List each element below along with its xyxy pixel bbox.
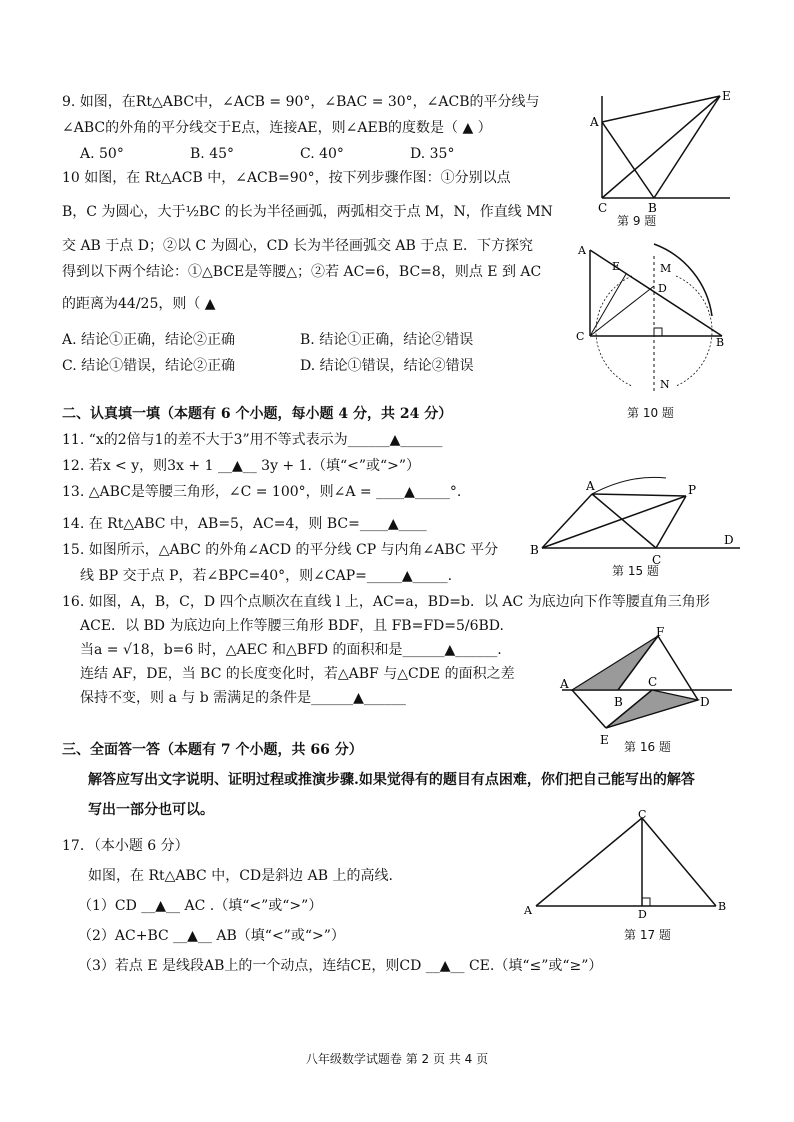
fig16-caption: 第 16 题 [624, 740, 671, 754]
fig16-label-a: A [560, 677, 569, 691]
q15-line2: 线 BP 交于点 P，若∠BPC=40°，则∠CAP=_____▲_____. [80, 568, 453, 584]
q17-part2: （2）AC+BC __▲__ AB（填“<”或“>”） [78, 928, 345, 944]
q14: 14. 在 Rt△ABC 中，AB=5，AC=4，则 BC=____▲____ [62, 516, 427, 532]
q9-option-c: C. 40° [300, 146, 344, 162]
q10-option-a: A. 结论①正确，结论②正确 [62, 332, 236, 348]
figure-10 [572, 236, 742, 406]
fig15-label-p: P [688, 483, 697, 497]
fig17-label-a: A [524, 904, 532, 917]
fig17-label-d: D [638, 908, 647, 920]
q17-part1: （1）CD __▲__ AC .（填“<”或“>”） [78, 898, 323, 914]
fig10-caption: 第 10 题 [627, 406, 674, 420]
fig16-label-b: B [614, 695, 623, 709]
page-footer: 八年级数学试题卷 第 2 页 共 4 页 [305, 1052, 489, 1066]
fig9-label-b: B [648, 201, 657, 215]
fig16-label-f: F [656, 626, 665, 639]
q16-line5: 保持不变，则 a 与 b 需满足的条件是______▲______ [80, 690, 406, 706]
fig17-label-b: B [718, 900, 727, 913]
q11: 11. “x的2倍与1的差不大于3”用不等式表示为______▲______ [62, 432, 443, 448]
fig16-label-d: D [700, 695, 710, 709]
fig16-label-e: E [600, 733, 609, 746]
q9-line1: 9. 如图，在Rt△ABC中，∠ACB = 90°，∠BAC = 30°，∠ACB的平分线与 [62, 94, 540, 110]
q16-line4: 连结 AF，DE，当 BC 的长度变化时，若△ABF 与△CDE 的面积之差 [80, 666, 515, 682]
q10-line2: B，C 为圆心，大于½BC 的长为半径画弧，两弧相交于点 M，N，作直线 MN [62, 204, 553, 220]
fig10-label-d: D [658, 282, 667, 295]
fig10-label-n: N [660, 378, 670, 391]
q9-option-a: A. 50° [80, 146, 124, 162]
q10-line4: 得到以下两个结论：①△BCE是等腰△；②若 AC=6，BC=8，则点 E 到 AC [62, 264, 542, 280]
figure-17 [522, 810, 732, 920]
fig9-caption: 第 9 题 [617, 214, 657, 228]
fig10-label-c: C [576, 330, 585, 343]
q9-line2: ∠ABC的外角的平分线交于E点，连接AE，则∠AEB的度数是（ ▲ ） [62, 120, 492, 136]
fig15-label-a: A [586, 479, 595, 493]
instructions-line2: 写出一部分也可以。 [88, 802, 214, 818]
fig17-caption: 第 17 题 [624, 928, 671, 942]
fig15-label-b: B [530, 543, 539, 557]
fig15-label-d: D [724, 533, 734, 547]
q9-option-b: B. 45° [190, 146, 235, 162]
q13: 13. △ABC是等腰三角形，∠C = 100°，则∠A = ____▲_____°. [62, 484, 462, 500]
fig16-label-c: C [648, 675, 658, 689]
q17-part3: （3）若点 E 是线段AB上的一个动点，连结CE，则CD __▲__ CE.（填“≤”或“≥”） [78, 958, 603, 974]
figure-9 [580, 86, 740, 216]
fig15-caption: 第 15 题 [612, 564, 659, 578]
q16-line1: 16. 如图，A，B，C，D 四个点顺次在直线 l 上，AC=a，BD=b．以 AC 为底边向下作等腰直角三角形 [62, 594, 710, 610]
q10-option-b: B. 结论①正确，结论②错误 [300, 332, 474, 348]
q10-option-c: C. 结论①错误，结论②正确 [62, 358, 236, 374]
fig9-label-c: C [598, 201, 608, 215]
fig10-label-m: M [660, 262, 672, 275]
fig10-label-b: B [716, 336, 725, 349]
q10-line1: 10 如图，在 Rt△ACB 中，∠ACB=90°，按下列步骤作图：①分别以点 [62, 170, 511, 186]
section2-heading: 二、认真填一填（本题有 6 个小题，每小题 4 分，共 24 分） [62, 406, 453, 422]
figure-15 [530, 476, 750, 576]
fig10-label-e: E [612, 260, 621, 273]
fig9-label-a: A [590, 115, 599, 129]
fig10-label-a: A [578, 244, 586, 257]
figure-16 [556, 626, 736, 746]
fig17-label-c: C [638, 810, 647, 821]
q16-line2: ACE．以 BD 为底边向上作等腰三角形 BDF，且 FB=FD=5/6BD. [80, 618, 504, 634]
q10-option-d: D. 结论①错误，结论②错误 [300, 358, 474, 374]
q17-header: 17．（本小题 6 分） [62, 838, 189, 854]
instructions-line1: 解答应写出文字说明、证明过程或推演步骤.如果觉得有的题目有点困难，你们把自己能写出的解答 [88, 772, 695, 788]
fig9-label-e: E [722, 89, 731, 103]
q12: 12. 若x < y，则3x + 1 __▲__ 3y + 1.（填“<”或“>”） [62, 458, 421, 474]
q17-intro: 如图，在 Rt△ABC 中，CD是斜边 AB 上的高线. [88, 868, 393, 884]
fig15-label-c: C [652, 553, 662, 567]
q15-line1: 15. 如图所示，△ABC 的外角∠ACD 的平分线 CP 与内角∠ABC 平分 [62, 542, 499, 558]
q9-option-d: D. 35° [410, 146, 455, 162]
section3-heading: 三、全面答一答（本题有 7 个小题，共 66 分） [62, 742, 363, 758]
q16-line3: 当a = √18，b=6 时，△AEC 和△BFD 的面积和是______▲______. [80, 642, 502, 658]
q10-line3: 交 AB 于点 D；②以 C 为圆心，CD 长为半径画弧交 AB 于点 E．下方探究 [62, 238, 533, 254]
q10-line5: 的距离为44/25，则（ ▲ [62, 296, 216, 312]
